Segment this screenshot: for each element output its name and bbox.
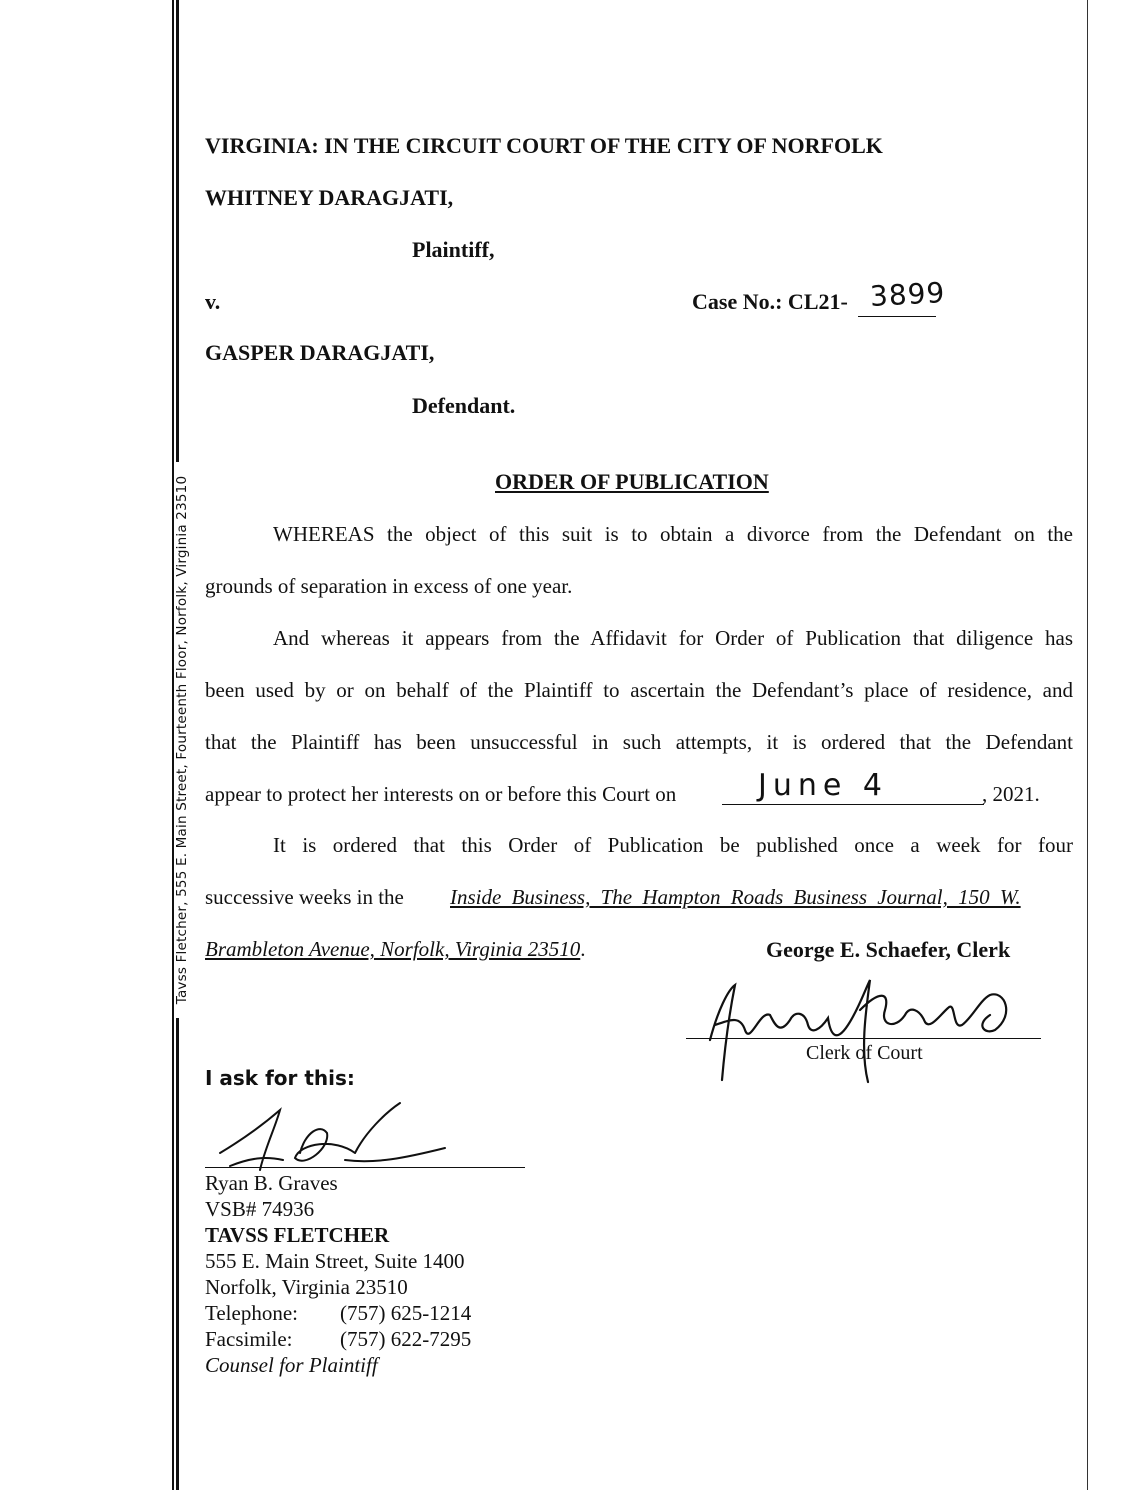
paragraph-2-line-2: been used by or on behalf of the Plaintiff to ascertain the Defendant’s place of residence, and [205, 678, 1073, 702]
defendant-role: Defendant. [412, 393, 516, 418]
firm-address-line-2: Norfolk, Virginia 23510 [205, 1275, 408, 1299]
ask-for-this: I ask for this: [205, 1066, 355, 1090]
paragraph-3-line-2-prefix: successive weeks in the [205, 885, 404, 909]
paragraph-2-line-4-prefix: appear to protect her interests on or before this Court on [205, 782, 677, 806]
case-number-line [858, 316, 936, 317]
left-border-line-inner-top [176, 0, 179, 462]
firm-address-line-1: 555 E. Main Street, Suite 1400 [205, 1249, 465, 1273]
paragraph-2-line-1: And whereas it appears from the Affidavit for Order of Publication that diligence has [273, 626, 1073, 650]
paragraph-3-line-3 [205, 936, 586, 962]
date-handwritten: June 4 [758, 768, 888, 803]
clerk-stamp: George E. Schaefer, Clerk [766, 937, 1011, 962]
case-number-handwritten: 3899 [869, 276, 947, 313]
document-title: ORDER OF PUBLICATION [495, 469, 769, 494]
publication-name-line-1: Inside Business, The Hampton Roads Business Journal, 150 W. [450, 885, 1021, 909]
facsimile-number: (757) 622-7295 [340, 1327, 472, 1351]
clerk-signature-label: Clerk of Court [806, 1042, 923, 1064]
plaintiff-role: Plaintiff, [412, 237, 495, 262]
telephone-label: Telephone: [205, 1301, 298, 1325]
firm-address-sidebar: Tavss Fletcher, 555 E. Main Street, Fourteenth Floor, Norfolk, Virginia 23510 [174, 475, 190, 1005]
telephone-number: (757) 625-1214 [340, 1301, 472, 1325]
paragraph-2-line-4-suffix: , 2021. [982, 782, 1040, 806]
paragraph-3-line-1: It is ordered that this Order of Publication be published once a week for four [273, 833, 1073, 857]
case-number-label: Case No.: CL21- [692, 289, 848, 314]
attorney-vsb: VSB# 74936 [205, 1197, 315, 1221]
paragraph-2-line-3: that the Plaintiff has been unsuccessful in such attempts, it is ordered that the Defendant [205, 730, 1073, 754]
date-line [722, 804, 984, 805]
left-border-line-inner-bottom [176, 1018, 179, 1490]
paragraph-1-line-1: WHEREAS the object of this suit is to obtain a divorce from the Defendant on the [273, 522, 1073, 546]
right-border-line [1087, 0, 1088, 1490]
publication-name-line-2: Brambleton Avenue, Norfolk, Virginia 23510 [205, 937, 581, 961]
attorney-signature [205, 1098, 455, 1178]
attorney-signature-line [205, 1167, 525, 1168]
clerk-signature-line [686, 1038, 1041, 1039]
paragraph-1-line-2: grounds of separation in excess of one year. [205, 574, 573, 598]
versus: v. [205, 289, 221, 314]
plaintiff-name: WHITNEY DARAGJATI, [205, 185, 454, 210]
court-heading: VIRGINIA: IN THE CIRCUIT COURT OF THE CITY OF NORFOLK [205, 133, 883, 158]
facsimile-label: Facsimile: [205, 1327, 293, 1351]
attorney-name: Ryan B. Graves [205, 1171, 338, 1195]
period: . [580, 937, 586, 961]
defendant-name: GASPER DARAGJATI, [205, 340, 435, 365]
clerk-signature [690, 970, 1040, 1085]
firm-name: TAVSS FLETCHER [205, 1223, 390, 1247]
counsel-role: Counsel for Plaintiff [205, 1353, 378, 1377]
